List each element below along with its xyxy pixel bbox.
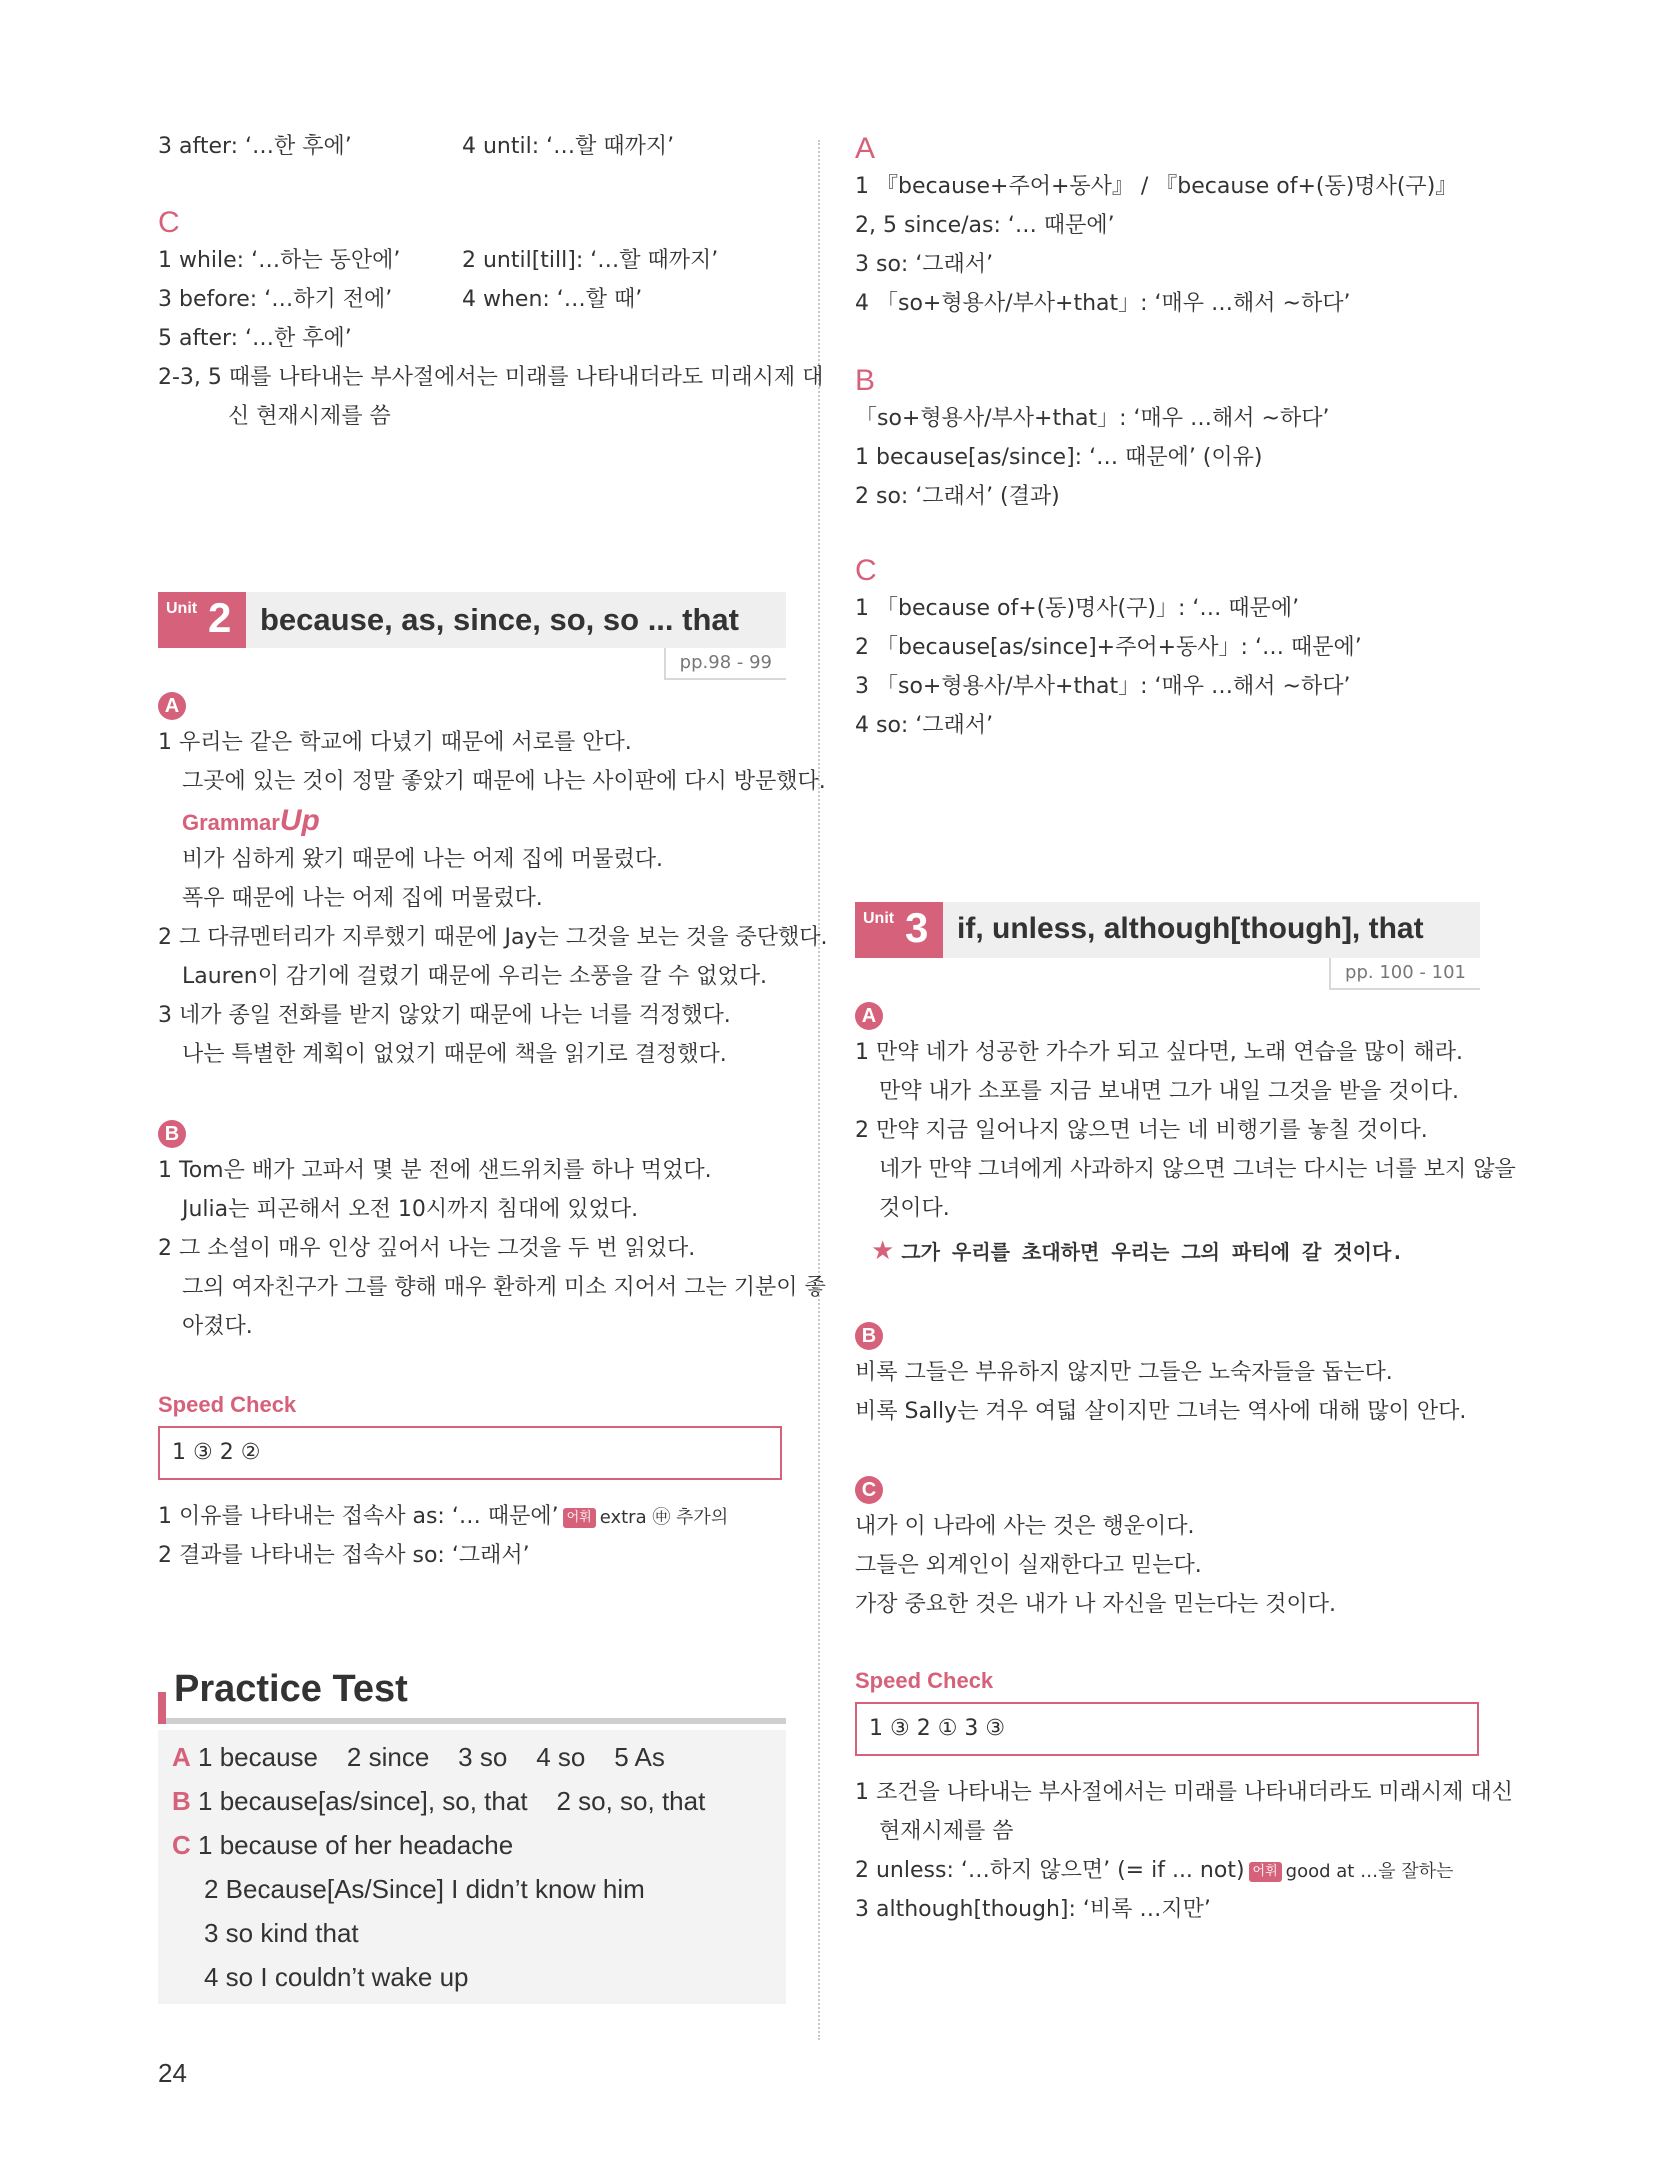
pt-text: 1 because 2 since 3 so 4 so 5 As	[198, 1742, 665, 1772]
u3-note-1: 1 조건을 나타내는 부사절에서는 미래를 나타내더라도 미래시제 대신	[855, 1780, 1514, 1805]
rb-line-1: 「so+형용사/부사+that」: ‘매우 …해서 ~하다’	[855, 406, 1330, 431]
rc-line-4: 4 so: ‘그래서’	[855, 713, 994, 738]
u3-note-2: 현재시제를 씀	[879, 1819, 1014, 1844]
rc-line-1: 1 「because of+(동)명사(구)」: ‘… 때문에’	[855, 596, 1300, 621]
u3a-line-5: 것이다.	[879, 1196, 950, 1221]
u3c-line-2: 그들은 외계인이 실재한다고 믿는다.	[855, 1553, 1202, 1578]
u2a-line-4: 폭우 때문에 나는 어제 집에 머물렀다.	[182, 886, 543, 911]
c-note-1: 2-3, 5 때를 나타내는 부사절에서는 미래를 나타내더라도 미래시제 대	[158, 365, 824, 390]
prev-item-4: 4 until: ‘…할 때까지’	[462, 134, 675, 159]
u3a-line-2: 만약 내가 소포를 지금 보내면 그가 내일 그것을 받을 것이다.	[879, 1079, 1459, 1104]
u2a-line-2: 그곳에 있는 것이 정말 좋았기 때문에 나는 사이판에 다시 방문했다.	[182, 769, 826, 794]
section-a-circle: A	[158, 692, 186, 720]
unit-label: Unit	[166, 600, 198, 617]
unit-label: Unit	[863, 910, 895, 927]
u3a-line-3: 2 만약 지금 일어나지 않으면 너는 네 비행기를 놓칠 것이다.	[855, 1118, 1428, 1143]
u2-note-2: 2 결과를 나타내는 접속사 so: ‘그래서’	[158, 1543, 530, 1568]
rc-line-3: 3 「so+형용사/부사+that」: ‘매우 …해서 ~하다’	[855, 674, 1351, 699]
speed-check-box: 1 ③ 2 ②	[158, 1426, 782, 1480]
c-row-1a: 1 while: ‘…하는 동안에’	[158, 248, 401, 273]
u3a-line-4: 네가 만약 그녀에게 사과하지 않으면 그녀는 다시는 너를 보지 않을	[879, 1157, 1516, 1182]
u3-note-4: 3 although[though]: ‘비록 …지만’	[855, 1897, 1211, 1922]
u2a-line-1: 1 우리는 같은 학교에 다녔기 때문에 서로를 안다.	[158, 730, 632, 755]
practice-test-accent	[158, 1692, 166, 1724]
section-letter-c: C	[855, 554, 877, 587]
u2b-line-1: 1 Tom은 배가 고파서 몇 분 전에 샌드위치를 하나 먹었다.	[158, 1158, 712, 1183]
section-b-circle: B	[855, 1322, 883, 1350]
pt-row-c3: 3 so kind that	[204, 1918, 359, 1948]
u2a-line-8: 나는 특별한 계획이 없었기 때문에 책을 읽기로 결정했다.	[182, 1042, 727, 1067]
unit-2-title: because, as, since, so, so ... that	[260, 602, 739, 637]
pt-row-b	[172, 1784, 705, 1818]
u3-note-3	[855, 1856, 1453, 1887]
pt-text: 1 because of her headache	[198, 1830, 514, 1860]
unit-number: 3	[905, 904, 929, 951]
pt-row-c4: 4 so I couldn’t wake up	[204, 1962, 469, 1992]
u3a-line-1: 1 만약 네가 성공한 가수가 되고 싶다면, 노래 연습을 많이 해라.	[855, 1040, 1463, 1065]
u2b-line-4: 그의 여자친구가 그를 향해 매우 환하게 미소 지어서 그는 기분이 좋	[182, 1275, 826, 1300]
vocab-text: extra ㊥ 추가의	[599, 1507, 729, 1528]
u3b-line-2: 비록 Sally는 겨우 여덟 살이지만 그녀는 역사에 대해 많이 안다.	[855, 1399, 1467, 1424]
ra-line-1: 1 『because+주어+동사』 / 『because of+(동)명사(구)』	[855, 174, 1458, 199]
rc-line-2: 2 「because[as/since]+주어+동사」: ‘… 때문에’	[855, 635, 1362, 660]
ra-line-3: 3 so: ‘그래서’	[855, 252, 994, 277]
pt-letter: A	[172, 1742, 191, 1772]
rb-line-2: 1 because[as/since]: ‘… 때문에’ (이유)	[855, 445, 1263, 470]
practice-test-box	[158, 1730, 786, 2004]
practice-test-title: Practice Test	[174, 1668, 408, 1710]
section-a-circle: A	[855, 1002, 883, 1030]
c-row-1b: 2 until[till]: ‘…할 때까지’	[462, 248, 719, 273]
u2a-line-7: 3 네가 종일 전화를 받지 않았기 때문에 나는 너를 걱정했다.	[158, 1003, 731, 1028]
right-column	[855, 0, 1516, 2166]
vocab-tag: 어휘	[563, 1508, 596, 1528]
grammar-up-mark: Up	[279, 804, 320, 837]
section-letter-a: A	[855, 132, 876, 165]
speed-check-box: 1 ③ 2 ① 3 ③	[855, 1702, 1479, 1756]
ra-line-2: 2, 5 since/as: ‘… 때문에’	[855, 213, 1115, 238]
note-text: 2 unless: ‘…하지 않으면’ (= if ... not)	[855, 1858, 1245, 1883]
handwritten-answer: 그가 우리를 초대하면 우리는 그의 파티에 갈 것이다.	[901, 1240, 1404, 1264]
u2b-line-5: 아졌다.	[182, 1314, 253, 1339]
u2b-line-3: 2 그 소설이 매우 인상 깊어서 나는 그것을 두 번 읽었다.	[158, 1236, 696, 1261]
practice-test-underline	[158, 1718, 786, 1724]
ra-line-4: 4 「so+형용사/부사+that」: ‘매우 …해서 ~하다’	[855, 291, 1351, 316]
rb-line-3: 2 so: ‘그래서’ (결과)	[855, 484, 1060, 509]
c-row-2b: 4 when: ‘…할 때’	[462, 287, 643, 312]
star-icon: ★	[871, 1236, 895, 1266]
c-row-3a: 5 after: ‘…한 후에’	[158, 326, 352, 351]
u2a-line-3: 비가 심하게 왔기 때문에 나는 어제 집에 머물렀다.	[182, 847, 663, 872]
grammar-up-logo	[182, 806, 320, 839]
pt-letter: B	[172, 1786, 191, 1816]
unit-2-badge	[158, 592, 246, 648]
speed-check-label: Speed Check	[855, 1668, 994, 1693]
u2a-line-5: 2 그 다큐멘터리가 지루했기 때문에 Jay는 그것을 보는 것을 중단했다.	[158, 925, 828, 950]
page-number: 24	[158, 2058, 187, 2088]
unit-2-pages: pp.98 - 99	[664, 648, 786, 680]
grammar-up-text: Grammar	[182, 810, 280, 835]
pt-row-c2: 2 Because[As/Since] I didn’t know him	[204, 1874, 645, 1904]
unit-3-header	[855, 902, 1480, 958]
c-note-2: 신 현재시제를 씀	[228, 404, 391, 429]
note-text: 1 이유를 나타내는 접속사 as: ‘… 때문에’	[158, 1504, 559, 1529]
c-row-2a: 3 before: ‘…하기 전에’	[158, 287, 393, 312]
unit-3-title: if, unless, although[though], that	[957, 912, 1424, 945]
prev-item-3: 3 after: ‘…한 후에’	[158, 134, 352, 159]
u3b-line-1: 비록 그들은 부유하지 않지만 그들은 노숙자들을 돕는다.	[855, 1360, 1393, 1385]
star-line	[871, 1236, 1403, 1268]
speed-check-label: Speed Check	[158, 1392, 297, 1417]
unit-number: 2	[208, 594, 232, 641]
unit-2-header	[158, 592, 786, 648]
u2-note-1	[158, 1502, 728, 1533]
pt-letter: C	[172, 1830, 191, 1860]
u2b-line-2: Julia는 피곤해서 오전 10시까지 침대에 있었다.	[182, 1197, 639, 1222]
vocab-text: good at …을 잘하는	[1285, 1861, 1454, 1882]
u3c-line-1: 내가 이 나라에 사는 것은 행운이다.	[855, 1514, 1195, 1539]
section-letter-c: C	[158, 206, 180, 239]
unit-3-pages: pp. 100 - 101	[1329, 958, 1480, 990]
u3c-line-3: 가장 중요한 것은 내가 나 자신을 믿는다는 것이다.	[855, 1592, 1336, 1617]
section-c-circle: C	[855, 1476, 883, 1504]
section-letter-b: B	[855, 364, 876, 397]
column-divider	[818, 140, 820, 2040]
u2a-line-6: Lauren이 감기에 걸렸기 때문에 우리는 소풍을 갈 수 없었다.	[182, 964, 767, 989]
vocab-tag: 어휘	[1249, 1862, 1282, 1882]
section-b-circle: B	[158, 1120, 186, 1148]
pt-row-c1	[172, 1828, 513, 1862]
left-column	[158, 0, 828, 2166]
unit-3-badge	[855, 902, 943, 958]
pt-row-a	[172, 1740, 665, 1774]
pt-text: 1 because[as/since], so, that 2 so, so, that	[198, 1786, 706, 1816]
